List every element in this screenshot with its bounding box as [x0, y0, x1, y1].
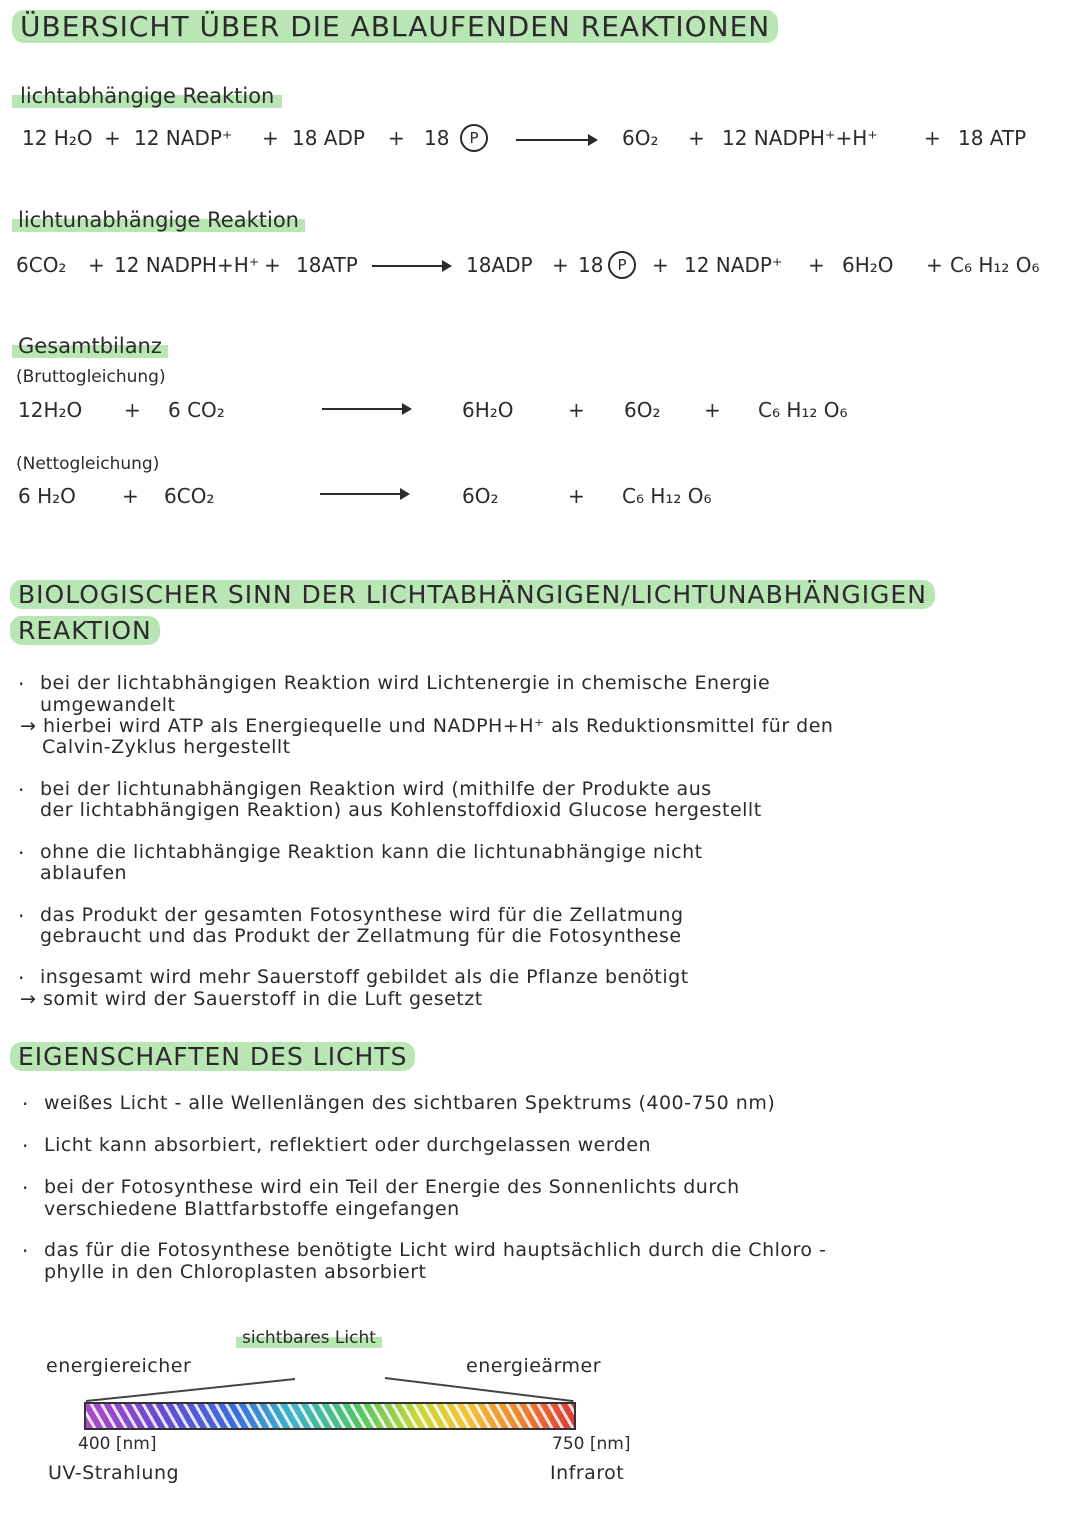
- bullet-text: das Produkt der gesamten Fotosynthese wird für die Zellatmung: [40, 904, 684, 926]
- eq2-product-glucose: C₆ H₁₂ O₆: [950, 253, 1040, 277]
- plus-sign: +: [652, 253, 669, 277]
- bullet-text: Calvin-Zyklus hergestellt: [42, 736, 291, 758]
- bullet-text: → somit wird der Sauerstoff in die Luft gesetzt: [20, 988, 483, 1010]
- bullet-dot: ·: [22, 1176, 29, 1200]
- bullet-dot: ·: [22, 1092, 29, 1116]
- eq1-reactant-water: 12 H₂O: [22, 126, 93, 150]
- eq1-reactant-nadp: 12 NADP⁺: [134, 126, 233, 150]
- gross-reactant-water: 12H₂O: [18, 398, 83, 422]
- bullet-dot: ·: [22, 1134, 29, 1158]
- phosphate-icon: P: [460, 124, 488, 152]
- eq2-product-adp: 18ADP: [466, 253, 533, 277]
- gross-reactant-co2: 6 CO₂: [168, 398, 225, 422]
- plus-sign: +: [104, 126, 121, 150]
- plus-sign: +: [704, 398, 721, 422]
- eq2-reactant-co2: 6CO₂: [16, 253, 67, 277]
- plus-sign: +: [552, 253, 569, 277]
- bullet-dot: ·: [18, 841, 25, 865]
- min-wavelength-label: 400 [nm]: [78, 1434, 157, 1454]
- net-reactant-water: 6 H₂O: [18, 484, 76, 508]
- section-heading-light-properties: EIGENSCHAFTEN DES LICHTS: [10, 1042, 415, 1071]
- bullet-text: verschiedene Blattfarbstoffe eingefangen: [44, 1198, 460, 1220]
- gross-product-oxygen: 6O₂: [624, 398, 661, 422]
- light-independent-label: lichtunabhängige Reaktion: [12, 208, 305, 232]
- max-wavelength-label: 750 [nm]: [552, 1434, 631, 1454]
- uv-label: UV-Strahlung: [48, 1462, 180, 1484]
- eq2-product-nadp: 12 NADP⁺: [684, 253, 783, 277]
- net-product-glucose: C₆ H₁₂ O₆: [622, 484, 712, 508]
- bullet-text: bei der lichtabhängigen Reaktion wird Lichtenergie in chemische Energie: [40, 672, 771, 694]
- connector-line: [86, 1378, 295, 1401]
- net-reactant-co2: 6CO₂: [164, 484, 215, 508]
- bullet-text: phylle in den Chloroplasten absorbiert: [44, 1261, 427, 1283]
- bullet-text: ohne die lichtabhängige Reaktion kann die lichtunabhängige nicht: [40, 841, 703, 863]
- bullet-text: der lichtabhängigen Reaktion) aus Kohlenstoffdioxid Glucose hergestellt: [40, 799, 762, 821]
- total-balance-label: Gesamtbilanz: [12, 334, 168, 358]
- bullet-text: das für die Fotosynthese benötigte Licht wird hauptsächlich durch die Chloro -: [44, 1239, 827, 1261]
- plus-sign: +: [568, 398, 585, 422]
- bullet-text: weißes Licht - alle Wellenlängen des sichtbaren Spektrums (400-750 nm): [44, 1092, 776, 1114]
- eq2-product-water: 6H₂O: [842, 253, 894, 277]
- visible-spectrum-bar: [84, 1402, 576, 1430]
- plus-sign: +: [262, 126, 279, 150]
- light-dependent-label: lichtabhängige Reaktion: [12, 84, 282, 108]
- section-heading-biological-sense: BIOLOGISCHER SINN DER LICHTABHÄNGIGEN/LICHTUNABHÄNGIGEN: [10, 580, 935, 609]
- bullet-text: bei der Fotosynthese wird ein Teil der Energie des Sonnenlichts durch: [44, 1176, 740, 1198]
- bullet-text: insgesamt wird mehr Sauerstoff gebildet als die Pflanze benötigt: [40, 966, 689, 988]
- bullet-text: Licht kann absorbiert, reflektiert oder durchgelassen werden: [44, 1134, 652, 1156]
- plus-sign: +: [264, 253, 281, 277]
- phosphate-icon: P: [608, 251, 636, 279]
- eq1-product-atp: 18 ATP: [958, 126, 1027, 150]
- connector-line: [385, 1377, 574, 1402]
- visible-light-label: sichtbares Licht: [236, 1328, 382, 1348]
- bullet-dot: ·: [18, 966, 25, 990]
- gross-equation-label: (Bruttogleichung): [16, 367, 166, 387]
- bullet-dot: ·: [18, 778, 25, 802]
- bullet-text: bei der lichtunabhängigen Reaktion wird (mithilfe der Produkte aus: [40, 778, 712, 800]
- net-equation-label: (Nettogleichung): [16, 454, 160, 474]
- eq1-product-nadph: 12 NADPH⁺+H⁺: [722, 126, 878, 150]
- reaction-arrow: [516, 139, 596, 141]
- plus-sign: +: [88, 253, 105, 277]
- section-heading-overview: ÜBERSICHT ÜBER DIE ABLAUFENDEN REAKTIONEN: [12, 10, 778, 43]
- high-energy-label: energiereicher: [46, 1355, 192, 1377]
- bullet-dot: ·: [18, 672, 25, 696]
- low-energy-label: energieärmer: [466, 1355, 602, 1377]
- bullet-text: gebraucht und das Produkt der Zellatmung für die Fotosynthese: [40, 925, 682, 947]
- eq1-reactant-phosphate-count: 18: [424, 126, 450, 150]
- section-heading-biological-sense-line2: REAKTION: [10, 616, 160, 645]
- eq1-reactant-adp: 18 ADP: [292, 126, 365, 150]
- plus-sign: +: [688, 126, 705, 150]
- net-product-oxygen: 6O₂: [462, 484, 499, 508]
- reaction-arrow: [372, 265, 450, 267]
- infrared-label: Infrarot: [550, 1462, 625, 1484]
- eq2-reactant-nadph: 12 NADPH+H⁺: [114, 253, 260, 277]
- eq1-product-oxygen: 6O₂: [622, 126, 659, 150]
- plus-sign: +: [124, 398, 141, 422]
- bullet-dot: ·: [18, 904, 25, 928]
- bullet-text: → hierbei wird ATP als Energiequelle und NADPH+H⁺ als Reduktionsmittel für den: [20, 715, 834, 737]
- plus-sign: +: [122, 484, 139, 508]
- bullet-text: ablaufen: [40, 862, 128, 884]
- plus-sign: +: [924, 126, 941, 150]
- gross-product-glucose: C₆ H₁₂ O₆: [758, 398, 848, 422]
- eq2-reactant-atp: 18ATP: [296, 253, 358, 277]
- plus-sign: +: [388, 126, 405, 150]
- plus-sign: +: [926, 253, 943, 277]
- bullet-text: umgewandelt: [40, 694, 176, 716]
- reaction-arrow: [320, 493, 408, 495]
- eq2-product-phosphate-count: 18: [578, 253, 604, 277]
- gross-product-water: 6H₂O: [462, 398, 514, 422]
- plus-sign: +: [568, 484, 585, 508]
- reaction-arrow: [322, 408, 410, 410]
- plus-sign: +: [808, 253, 825, 277]
- bullet-dot: ·: [22, 1239, 29, 1263]
